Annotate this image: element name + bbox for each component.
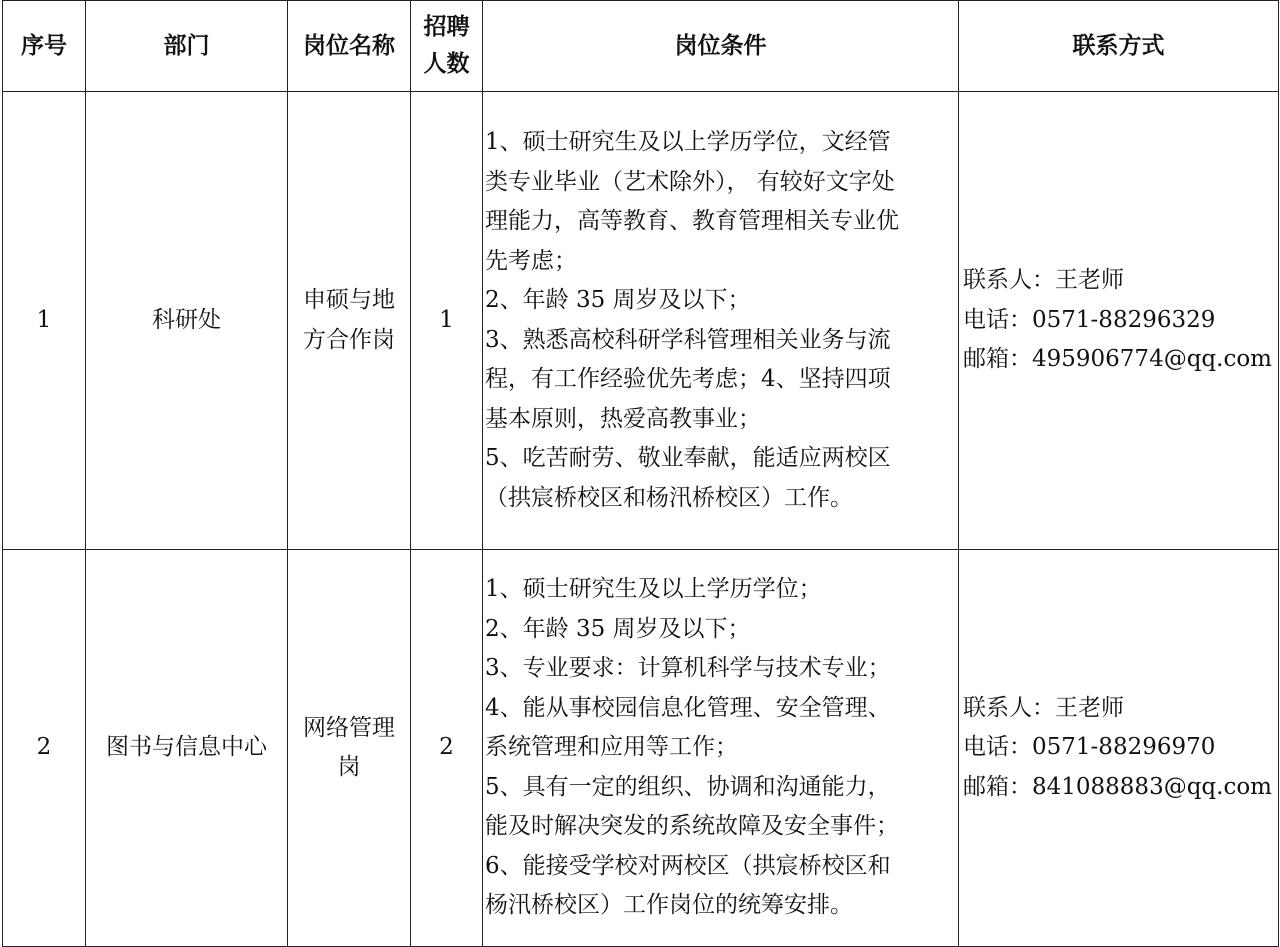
row-position — [288, 550, 411, 947]
requirement-line: 1、硕士研究生及以上学历学位； — [485, 576, 822, 603]
requirement-line: 先考虑； — [485, 247, 577, 274]
position-line: 网络管理 — [303, 714, 395, 741]
row-no: 1 — [3, 92, 86, 550]
table-row — [3, 92, 1279, 550]
requirement-line: 5、吃苦耐劳、敬业奉献，能适应两校区 — [485, 445, 891, 471]
row-dept: 图书与信息中心 — [86, 550, 288, 947]
requirement-line: 6、能接受学校对两校区（拱宸桥校区和 — [485, 852, 891, 879]
row-contact — [959, 550, 1279, 947]
position-line: 岗 — [337, 754, 361, 780]
contact-phone[interactable]: 电话：0571-88296970 — [963, 734, 1216, 761]
header-count-line1: 招聘 — [423, 14, 470, 41]
row-contact — [959, 92, 1279, 550]
requirement-line: 杨汛桥校区）工作岗位的统筹安排。 — [485, 892, 853, 919]
requirement-line: 1、硕士研究生及以上学历学位，文经管 — [485, 129, 891, 155]
requirement-line: 4、能从事校园信息化管理、安全管理、 — [485, 694, 891, 721]
row-no: 2 — [3, 550, 86, 947]
header-contact: 联系方式 — [959, 1, 1279, 92]
contact-person: 联系人：王老师 — [963, 694, 1124, 721]
header-position: 岗位名称 — [288, 1, 411, 92]
header-count — [411, 1, 483, 92]
requirement-line: 能及时解决突发的系统故障及安全事件； — [485, 813, 899, 840]
requirement-line: 基本原则，热爱高教事业； — [485, 405, 761, 432]
header-no: 序号 — [3, 1, 86, 92]
row-dept: 科研处 — [86, 92, 288, 550]
requirement-line: 类专业毕业（艺术除外）， 有较好文字处 — [485, 168, 895, 195]
header-count-line2: 人数 — [423, 51, 470, 77]
row-count: 2 — [411, 550, 483, 947]
header-dept: 部门 — [86, 1, 288, 92]
header-row — [3, 1, 1279, 92]
requirement-line: 程，有工作经验优先考虑；4、坚持四项 — [485, 366, 891, 392]
position-line: 申硕与地 — [303, 287, 395, 313]
table-row — [3, 550, 1279, 947]
requirement-line: 理能力，高等教育、教育管理相关专业优 — [485, 208, 899, 234]
requirement-line: 3、熟悉高校科研学科管理相关业务与流 — [485, 326, 891, 353]
requirement-line: 2、年龄 35 周岁及以下； — [485, 615, 751, 642]
contact-email[interactable]: 邮箱：841088883@qq.com — [963, 773, 1272, 800]
position-line: 方合作岗 — [303, 326, 395, 353]
requirement-line: 3、专业要求：计算机科学与技术专业； — [485, 655, 891, 682]
contact-email[interactable]: 邮箱：495906774@qq.com — [963, 346, 1272, 373]
row-requirements — [483, 550, 959, 947]
header-requirements: 岗位条件 — [483, 1, 959, 92]
requirement-line: 系统管理和应用等工作； — [485, 734, 738, 761]
row-count: 1 — [411, 92, 483, 550]
contact-phone[interactable]: 电话：0571-88296329 — [963, 306, 1216, 333]
requirement-line: （拱宸桥校区和杨汛桥校区）工作。 — [485, 484, 853, 511]
requirement-line: 5、具有一定的组织、协调和沟通能力， — [485, 773, 891, 800]
row-position — [288, 92, 411, 550]
row-requirements — [483, 92, 959, 550]
contact-person: 联系人：王老师 — [963, 267, 1124, 294]
requirement-line: 2、年龄 35 周岁及以下； — [485, 287, 751, 313]
job-table — [2, 0, 1279, 947]
